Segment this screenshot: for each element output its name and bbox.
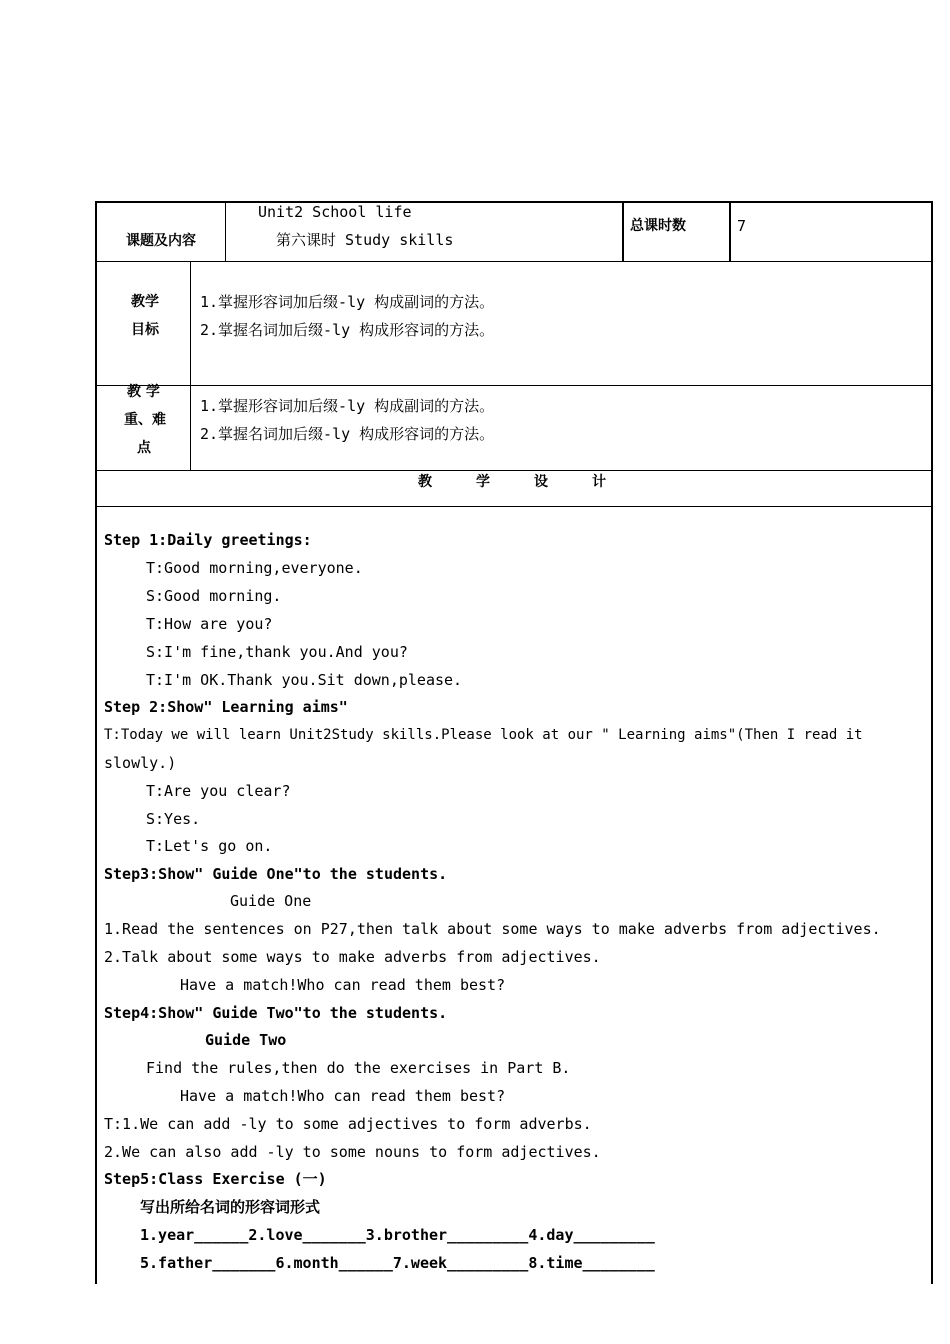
dialogue-line: slowly.) (104, 754, 177, 772)
rule-line: T:1.We can add -ly to some adjectives to form adverbs. (104, 1115, 592, 1133)
dialogue-line: T:I'm OK.Thank you.Sit down,please. (146, 671, 463, 689)
total-hours-label: 总课时数 (630, 218, 686, 234)
total-hours-value: 7 (737, 217, 747, 235)
column-divider (190, 262, 191, 470)
topic-label: 课题及内容 (126, 233, 196, 249)
guide-item: Have a match!Who can read them best? (180, 976, 506, 994)
key-points-label-line2: 重、难 (124, 412, 166, 428)
unit-title: Unit2 School life (258, 203, 412, 221)
guide-title: Guide Two (205, 1031, 287, 1049)
row-divider (97, 261, 931, 262)
column-divider (729, 203, 731, 262)
column-divider (622, 203, 624, 262)
rule-line: 2.We can also add -ly to some nouns to form adjectives. (104, 1143, 601, 1161)
dialogue-line: T:Good morning,everyone. (146, 559, 363, 577)
step-heading: Step 1:Daily greetings: (104, 531, 312, 549)
objectives-label-line1: 教学 (131, 294, 159, 310)
lesson-title: 第六课时 Study skills (276, 231, 454, 249)
guide-item: 2.Talk about some ways to make adverbs from adjectives. (104, 948, 601, 966)
row-divider (97, 506, 931, 507)
objective-item: 2.掌握名词加后缀-ly 构成形容词的方法。 (200, 321, 495, 339)
dialogue-line: T:How are you? (146, 615, 273, 633)
exercise-instruction: 写出所给名词的形容词形式 (140, 1198, 321, 1216)
key-points-label-line3: 点 (137, 440, 151, 456)
dialogue-line: T:Are you clear? (146, 782, 291, 800)
dialogue-line: S:Yes. (146, 810, 201, 828)
guide-item: 1.Read the sentences on P27,then talk about some ways to make adverbs from adjectives. (104, 920, 881, 938)
dialogue-line: S:I'm fine,thank you.And you? (146, 643, 408, 661)
exercise-line: 5.father_______6.month______7.week_________8.time________ (140, 1254, 655, 1272)
dialogue-line: S:Good morning. (146, 587, 282, 605)
guide-item: Have a match!Who can read them best? (180, 1087, 506, 1105)
objectives-label-line2: 目标 (131, 322, 159, 338)
step-heading: Step3:Show" Guide One"to the students. (104, 865, 448, 883)
dialogue-line: T:Let's go on. (146, 837, 273, 855)
key-point-item: 2.掌握名词加后缀-ly 构成形容词的方法。 (200, 425, 495, 443)
key-points-label-line1: 教 学 (127, 384, 160, 400)
guide-title: Guide One (230, 892, 312, 910)
dialogue-line: T:Today we will learn Unit2Study skills.Please look at our " Learning aims"(Then I read it (104, 727, 863, 743)
key-point-item: 1.掌握形容词加后缀-ly 构成副词的方法。 (200, 397, 495, 415)
column-divider (225, 203, 226, 262)
exercise-line: 1.year______2.love_______3.brother_________4.day_________ (140, 1226, 655, 1244)
guide-item: Find the rules,then do the exercises in Part B. (146, 1059, 571, 1077)
row-divider (97, 385, 931, 386)
row-divider (97, 470, 931, 471)
step-heading: Step5:Class Exercise (一) (104, 1170, 327, 1188)
step-heading: Step 2:Show" Learning aims" (104, 698, 348, 716)
design-heading: 教学设计 (418, 474, 650, 490)
step-heading: Step4:Show" Guide Two"to the students. (104, 1004, 448, 1022)
objective-item: 1.掌握形容词加后缀-ly 构成副词的方法。 (200, 293, 495, 311)
